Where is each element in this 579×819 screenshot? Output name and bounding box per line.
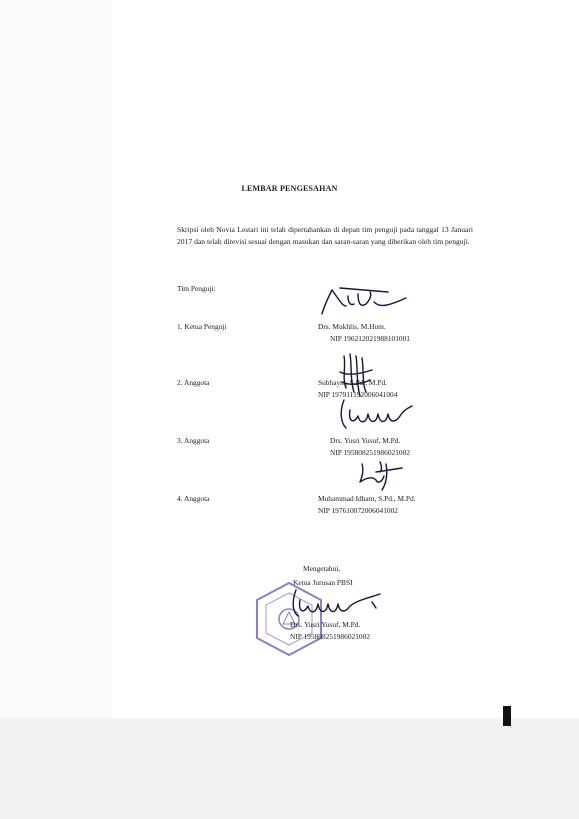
examiner-4-role: 4. Anggota [177,494,210,503]
intro-paragraph: Skripsi oleh Novia Lestari ini telah dipertahankan di depan tim penguji pada tanggal 13 Januari 2017 dan telah direvisi sesuai dengan masukan dan saran-saran yang diberikan oleh tim penguji. [177,225,473,246]
team-label: Tim Penguji: [177,284,216,293]
examiner-1-name: Drs. Mukhlis, M.Hum. [318,322,386,331]
signature-head [288,586,384,622]
examiner-3-role: 3. Anggota [177,436,210,445]
head-name: Drs. Yusri Yusuf, M.Pd. [290,620,361,629]
scan-bottom-margin [0,718,579,819]
scan-edge-mark [503,706,511,726]
examiner-2-name: Subhayni, S.Pd., M.Pd. [318,378,387,387]
signature-3 [334,396,416,434]
examiner-4-name: Muhammad Idham, S.Pd., M.Pd. [318,494,416,503]
examiner-3-nip: NIP 195808251986021002 [330,448,410,457]
signature-4 [352,458,408,492]
examiner-4-nip: NIP 197610072006041002 [318,506,398,515]
examiner-1-role: 1. Ketua Penguji [177,322,227,331]
examiner-2-role: 2. Anggota [177,378,210,387]
signature-1 [318,284,410,318]
scan-margin [0,0,112,819]
head-of-department-title: Ketua Jurusan PBSI [293,578,353,587]
examiner-2-nip: NIP 197911192006041004 [318,390,398,399]
examiner-1-nip: NIP 196212021988101001 [330,334,410,343]
examiner-3-name: Drs. Yusri Yusuf, M.Pd. [330,436,401,445]
head-nip: NIP 195808251986021002 [290,632,370,641]
acknowledged-label: Mengetahui, [303,564,341,573]
document-title: LEMBAR PENGESAHAN [241,184,338,193]
